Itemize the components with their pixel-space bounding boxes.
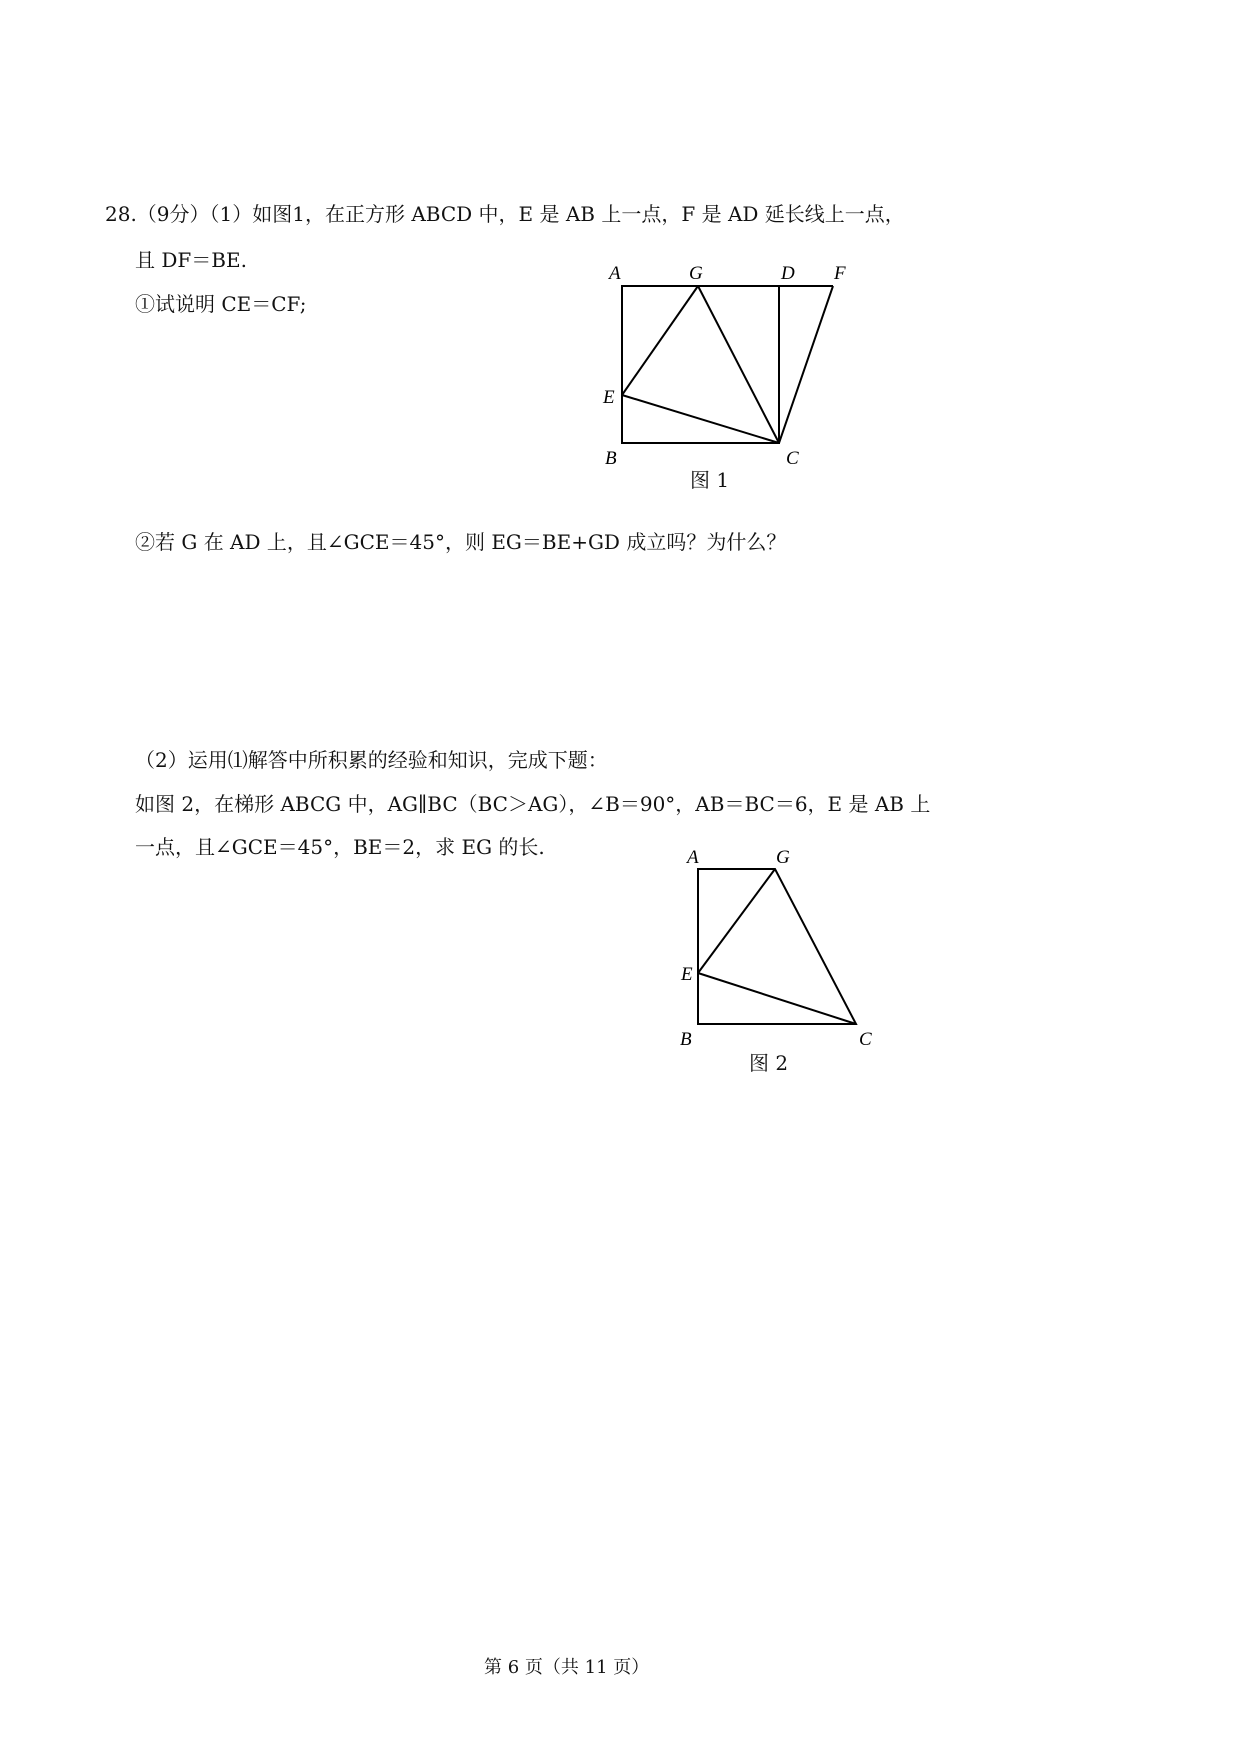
part-2-line-2: 一点，且∠GCE＝45°，BE＝2，求 EG 的长. [135, 835, 545, 859]
label-c: C [786, 448, 799, 469]
page-footer: 第 6 页（共 11 页） [484, 1657, 650, 1678]
figure-1-diagram [590, 255, 870, 470]
label-g: G [689, 263, 703, 284]
segment-gc [698, 286, 779, 443]
label-d: D [781, 263, 795, 284]
label-b: B [605, 448, 617, 469]
problem-intro: 28.（9分）（1）如图1，在正方形 ABCD 中，E 是 AB 上一点，F 是 AD 延长线上一点， [105, 202, 905, 226]
label-f: F [834, 263, 846, 284]
label-c: C [859, 1029, 872, 1050]
problem-condition: 且 DF＝BE. [135, 248, 247, 272]
segment-eg [698, 869, 775, 973]
label-e: E [603, 387, 615, 408]
label-a: A [687, 847, 699, 868]
label-a: A [609, 263, 621, 284]
figure-2 [670, 842, 890, 1052]
question-2: ②若 G 在 AD 上，且∠GCE＝45°，则 EG＝BE+GD 成立吗？为什么？ [135, 530, 787, 554]
segment-cf [779, 286, 833, 443]
segment-ec [622, 395, 779, 443]
part-2-line-1: 如图 2，在梯形 ABCG 中，AG∥BC（BC＞AG），∠B＝90°，AB＝BC＝6，E 是 AB 上 [135, 792, 931, 816]
trapezoid-abcg [698, 869, 856, 1024]
figure-2-caption: 图 2 [749, 1051, 789, 1075]
label-b: B [680, 1029, 692, 1050]
figure-2-diagram [670, 842, 890, 1052]
figure-1-caption: 图 1 [690, 468, 730, 492]
segment-eg [622, 286, 698, 395]
label-e: E [681, 964, 693, 985]
figure-1 [590, 255, 870, 470]
question-1: ①试说明 CE＝CF; [135, 292, 307, 316]
part-2-title: （2）运用⑴解答中所积累的经验和知识，完成下题： [135, 748, 608, 772]
label-g: G [776, 847, 790, 868]
